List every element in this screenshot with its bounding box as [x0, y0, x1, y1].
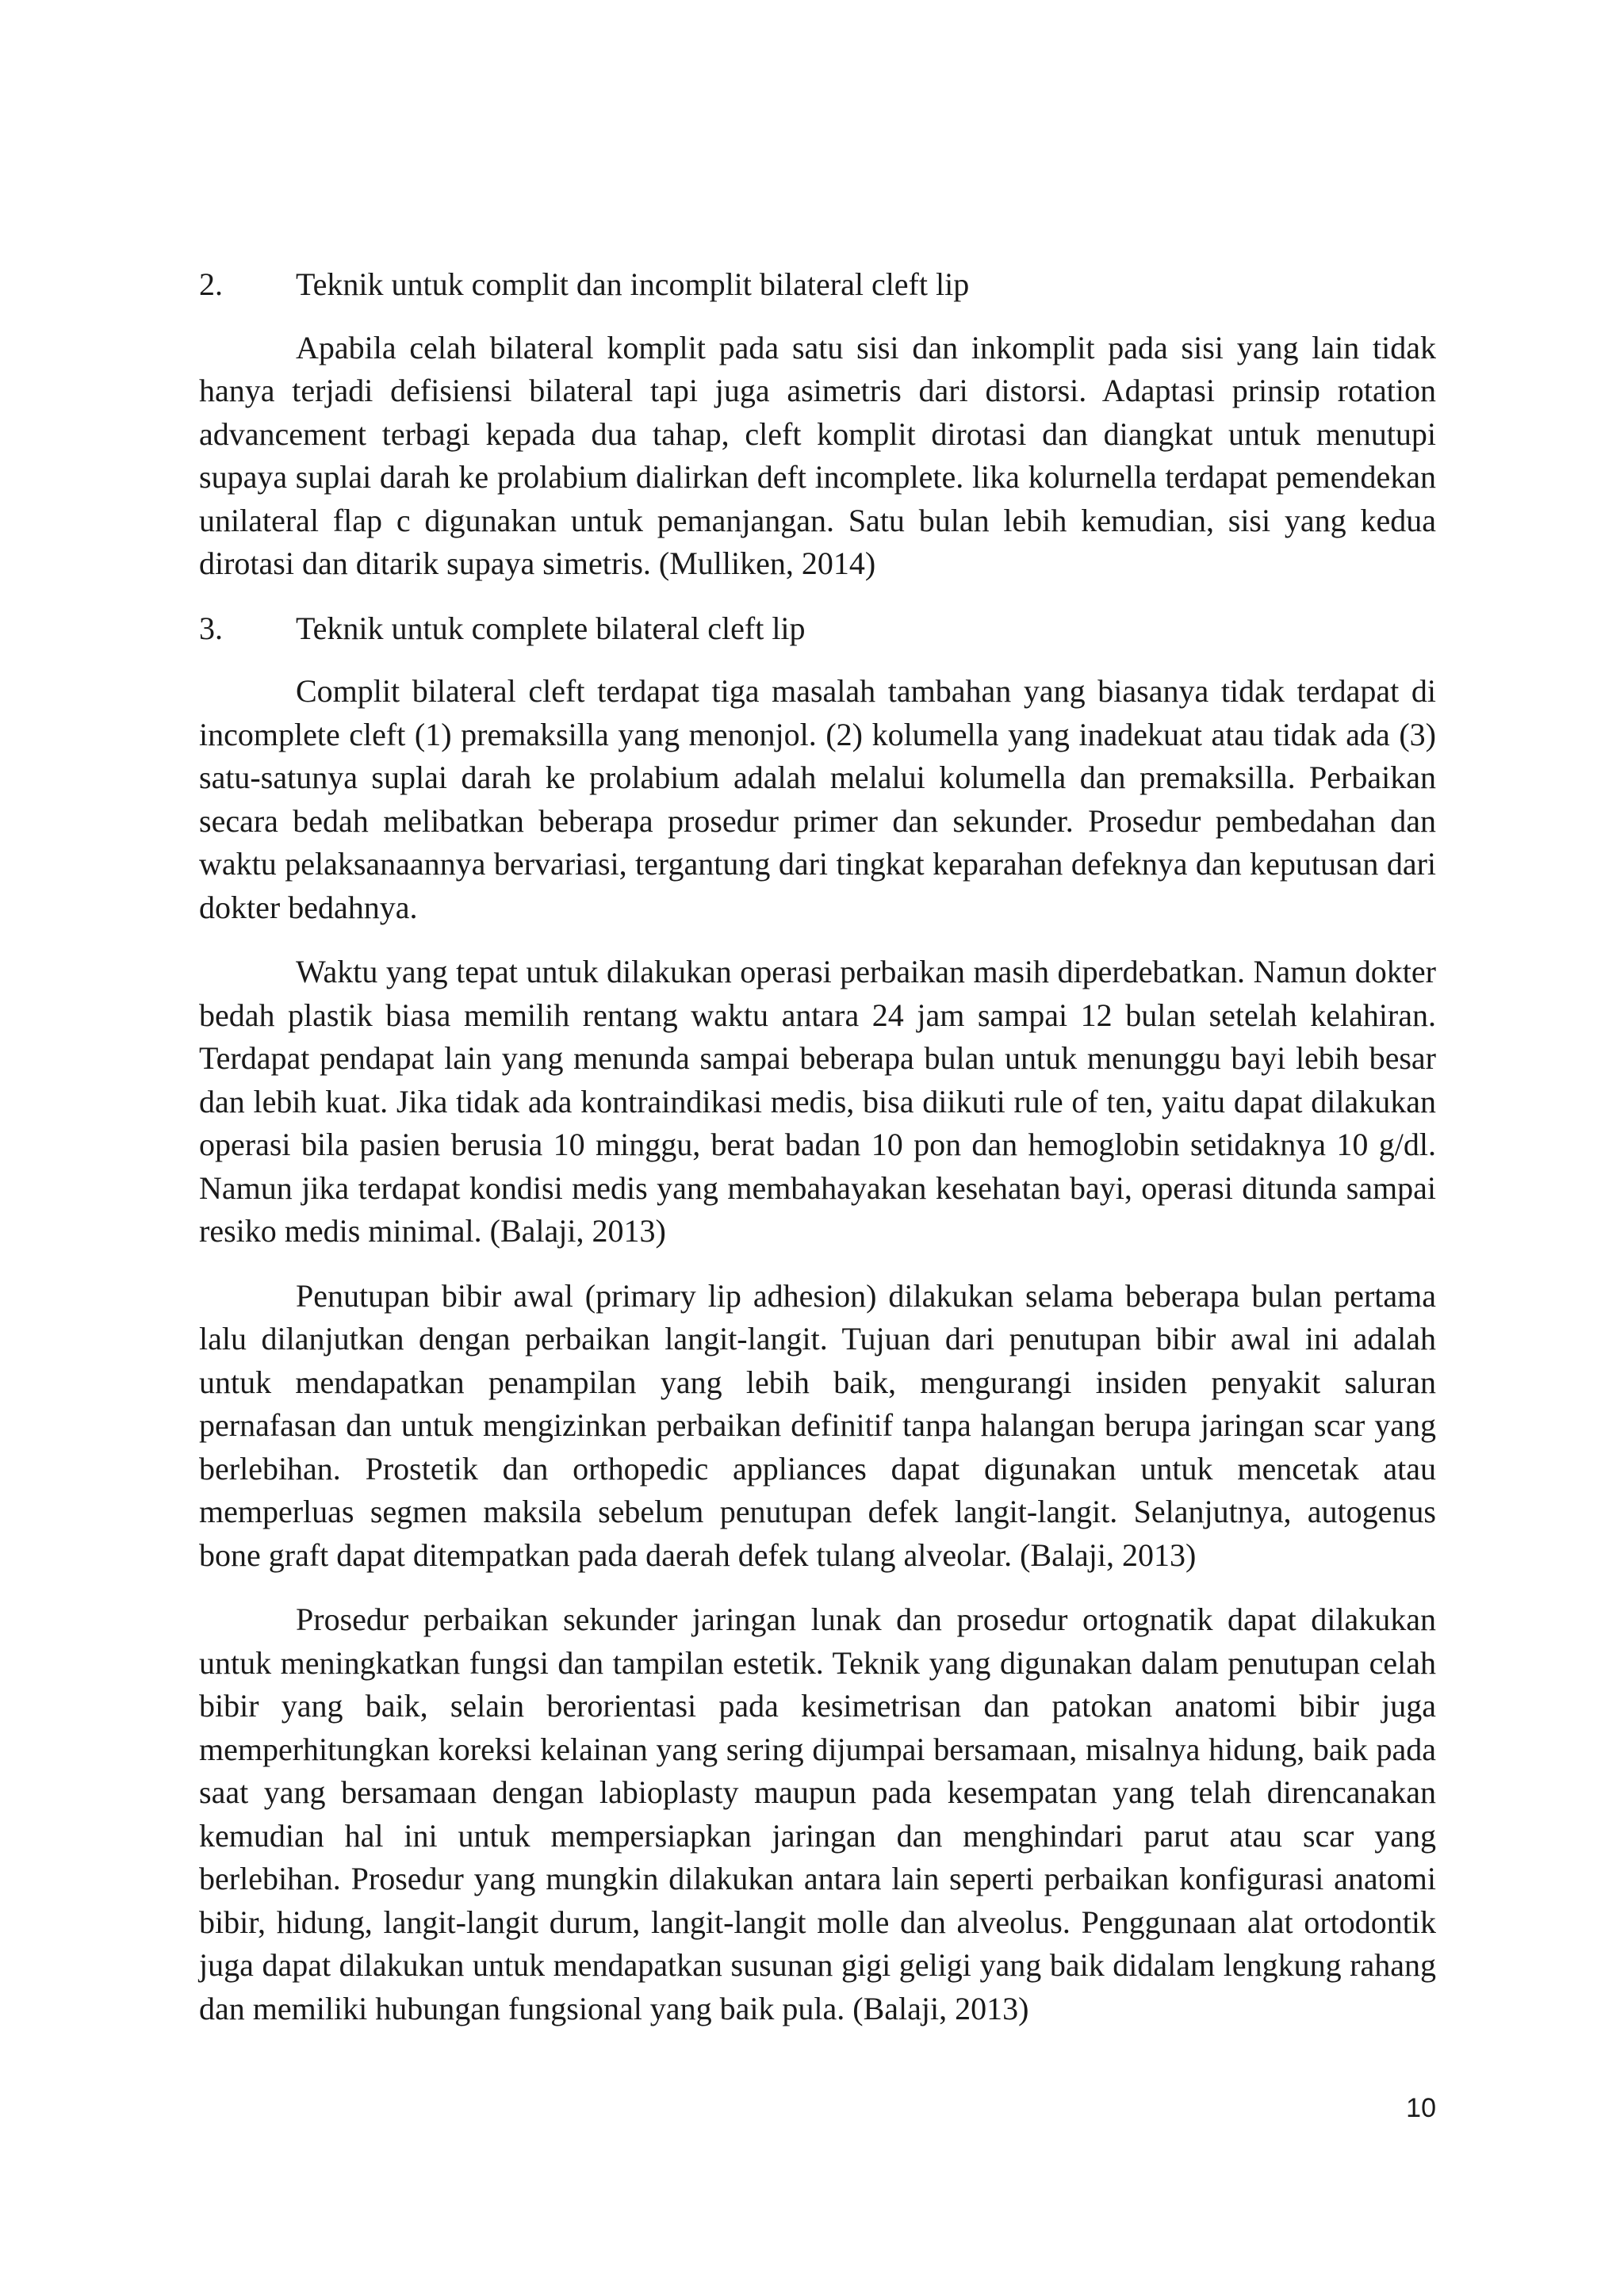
page-number: 10: [1406, 2093, 1436, 2123]
section-2: [199, 263, 1436, 586]
paragraph: Prosedur perbaikan sekunder jaringan lunak dan prosedur ortognatik dapat dilakukan untuk meningkatkan fungsi dan tampilan estetik. Teknik yang digunakan dalam penutupan celah bibir yang baik, selain berorientasi pada kesimetrisan dan patokan anatomi bibir juga memperhitungkan koreksi kelainan yang sering dijumpai bersamaan, misalnya hidung, baik pada saat yang bersamaan dengan labioplasty maupun pada kesempatan yang telah direncanakan kemudian hal ini untuk mempersiapkan jaringan dan menghindari parut atau scar yang berlebihan. Prosedur yang mungkin dilakukan antara lain seperti perbaikan konfigurasi anatomi bibir, hidung, langit-langit durum, langit-langit molle dan alveolus. Penggunaan alat ortodontik juga dapat dilakukan untuk mendapatkan susunan gigi geligi yang baik didalam lengkung rahang dan memiliki hubungan fungsional yang baik pula. (Balaji, 2013): [199, 1601, 1436, 2026]
section-heading: [199, 263, 1436, 307]
section-number: 2.: [199, 266, 223, 302]
paragraph: Penutupan bibir awal (primary lip adhesion) dilakukan selama beberapa bulan pertama lalu dilanjutkan dengan perbaikan langit-langit. Tujuan dari penutupan bibir awal ini adalah untuk mendapatkan penampilan yang lebih baik, mengurangi insiden penyakit saluran pernafasan dan untuk mengizinkan perbaikan definitif tanpa halangan berupa jaringan scar yang berlebihan. Prostetik dan orthopedic appliances dapat digunakan untuk mencetak atau memperluas segmen maksila sebelum penutupan defek langit-langit. Selanjutnya, autogenus bone graft dapat ditempatkan pada daerah defek tulang alveolar. (Balaji, 2013): [199, 1277, 1436, 1573]
paragraph: Waktu yang tepat untuk dilakukan operasi perbaikan masih diperdebatkan. Namun dokter bedah plastik biasa memilih rentang waktu antara 24 jam sampai 12 bulan setelah kelahiran. Terdapat pendapat lain yang menunda sampai beberapa bulan untuk menunggu bayi lebih besar dan lebih kuat. Jika tidak ada kontraindikasi medis, bisa diikuti rule of ten, yaitu dapat dilakukan operasi bila pasien berusia 10 minggu, berat badan 10 pon dan hemoglobin setidaknya 10 g/dl. Namun jika terdapat kondisi medis yang membahayakan kesehatan bayi, operasi ditunda sampai resiko medis minimal. (Balaji, 2013): [199, 954, 1436, 1249]
paragraph: Apabila celah bilateral komplit pada satu sisi dan inkomplit pada sisi yang lain tidak hanya terjadi defisiensi bilateral tapi juga asimetris dari distorsi. Adaptasi prinsip rotation advancement terbagi kepada dua tahap, cleft komplit dirotasi dan diangkat untuk menutupi supaya suplai darah ke prolabium dialirkan deft incomplete. lika kolurnella terdapat pemendekan unilateral flap c digunakan untuk pemanjangan. Satu bulan lebih kemudian, sisi yang kedua dirotasi dan ditarik supaya simetris. (Mulliken, 2014): [199, 329, 1436, 581]
section-number: 3.: [199, 610, 223, 646]
section-heading: [199, 607, 1436, 651]
document-body: [199, 263, 1436, 2052]
section-3: [199, 607, 1436, 2031]
section-title: Teknik untuk complete bilateral cleft lip: [296, 610, 806, 646]
paragraph: Complit bilateral cleft terdapat tiga masalah tambahan yang biasanya tidak terdapat di incomplete cleft (1) premaksilla yang menonjol. (2) kolumella yang inadekuat atau tidak ada (3) satu-satunya suplai darah ke prolabium adalah melalui kolumella dan premaksilla. Perbaikan secara bedah melibatkan beberapa prosedur primer dan sekunder. Prosedur pembedahan dan waktu pelaksanaannya bervariasi, tergantung dari tingkat keparahan defeknya dan keputusan dari dokter bedahnya.: [199, 673, 1436, 925]
section-title: Teknik untuk complit dan incomplit bilateral cleft lip: [296, 266, 970, 302]
